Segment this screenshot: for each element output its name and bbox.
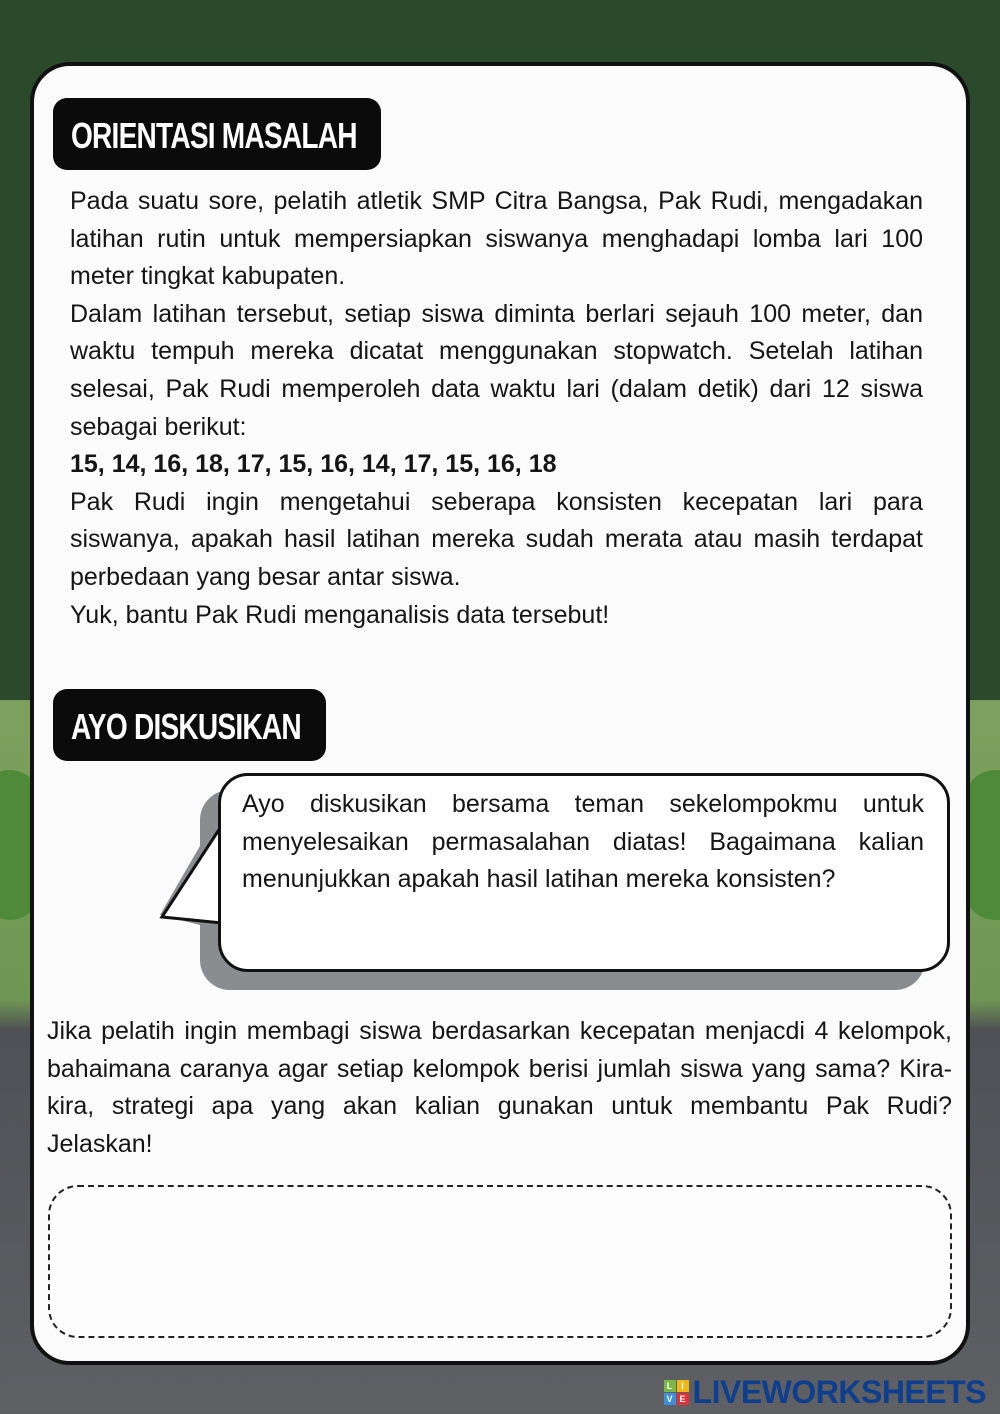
section-title-orientasi <box>53 98 381 170</box>
bubble-tail <box>140 820 230 960</box>
paragraph-4: Yuk, bantu Pak Rudi menganalisis data tersebut! <box>70 600 610 629</box>
logo-letter: E <box>677 1393 689 1405</box>
problem-text <box>70 183 923 634</box>
logo-icon <box>664 1380 689 1405</box>
logo-letter: V <box>664 1393 676 1405</box>
bubble-text: Ayo diskusikan bersama teman sekelompokmu untuk menyelesaikan permasalahan diatas! Bagaimana kalian menunjukkan apakah hasil latihan mereka konsisten? <box>242 790 924 894</box>
logo-letter: L <box>664 1380 676 1392</box>
section-title-diskusi <box>53 689 326 761</box>
logo-letter: I <box>677 1380 689 1392</box>
question-text: Jika pelatih ingin membagi siswa berdasarkan kecepatan menjacdi 4 kelompok, bahaimana caranya agar setiap kelompok berisi jumlah siswa yang sama? Kira-kira, strategi apa yang akan kalian gunakan untuk membantu Pak Rudi? Jelaskan! <box>47 1017 952 1158</box>
paragraph-1: Pada suatu sore, pelatih atletik SMP Citra Bangsa, Pak Rudi, mengadakan latihan rutin untuk mempersiapkan siswanya menghadapi lomba lari 100 meter tingkat kabupaten. <box>70 187 923 291</box>
paragraph-2: Dalam latihan tersebut, setiap siswa diminta berlari sejauh 100 meter, dan waktu tempuh mereka dicatat menggunakan stopwatch. Setelah latihan selesai, Pak Rudi memperoleh data waktu lari (dalam detik) dari 12 siswa sebagai berikut: <box>70 299 923 441</box>
liveworksheets-logo <box>664 1374 986 1411</box>
section-title-text: ORIENTASI MASALAH <box>71 115 357 156</box>
answer-input[interactable] <box>48 1185 952 1338</box>
paragraph-3: Pak Rudi ingin mengetahui seberapa konsisten kecepatan lari para siswanya, apakah hasil latihan mereka sudah merata atau masih terdapat perbedaan yang besar antar siswa. <box>70 487 923 591</box>
logo-text: LIVEWORKSHEETS <box>692 1374 986 1410</box>
data-values: 15, 14, 16, 18, 17, 15, 16, 14, 17, 15, 16, 18 <box>70 450 557 479</box>
section-title-text: AYO DISKUSIKAN <box>71 706 301 747</box>
tree-decoration-right <box>965 770 1000 920</box>
